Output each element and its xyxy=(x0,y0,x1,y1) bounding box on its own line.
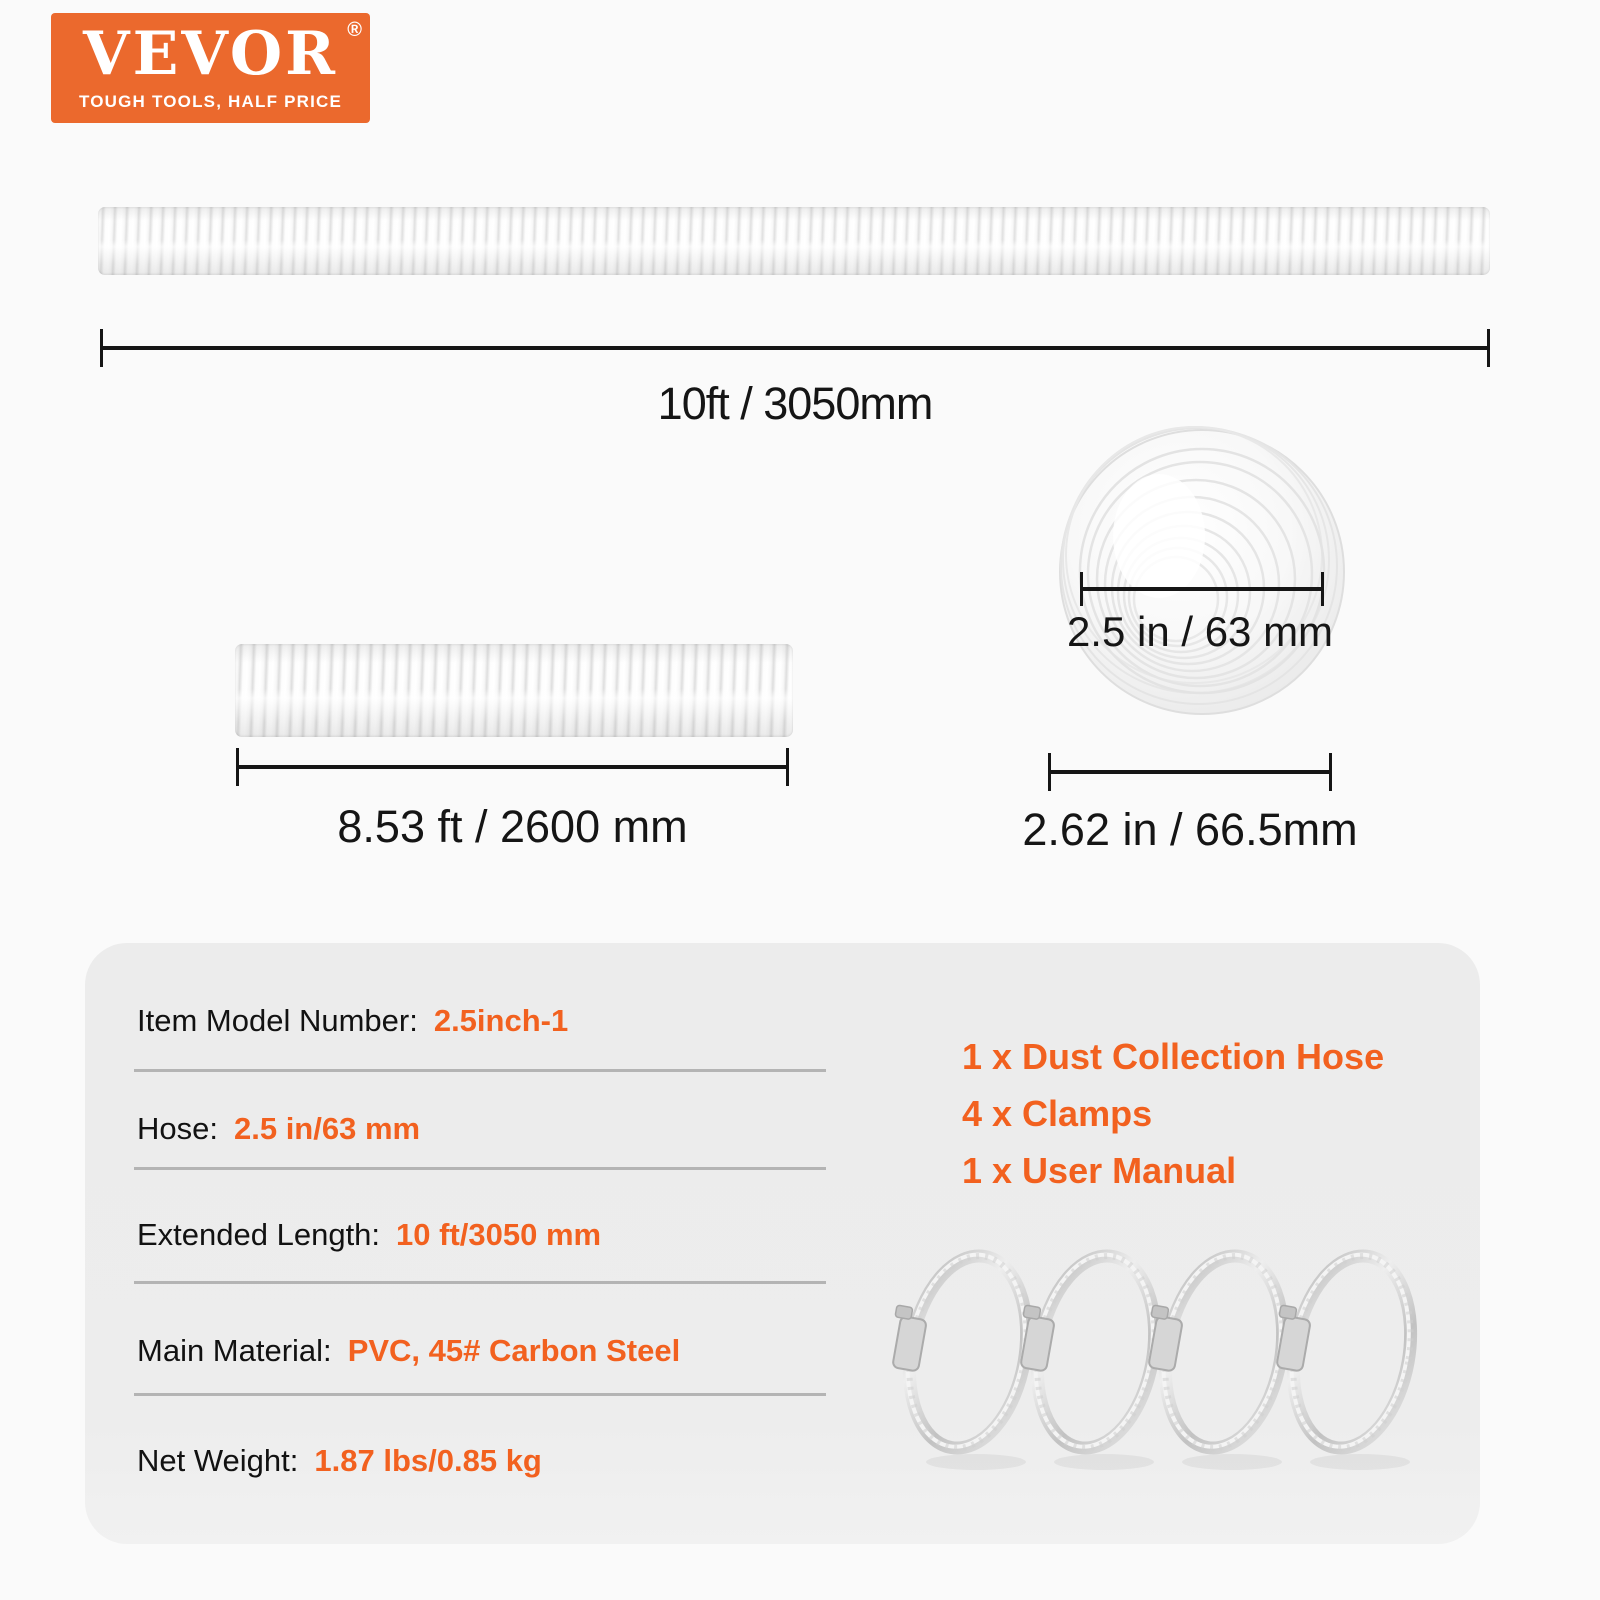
brand-row xyxy=(83,19,362,89)
divider xyxy=(134,1069,826,1072)
vevor-logo xyxy=(51,13,370,123)
divider xyxy=(134,1393,826,1396)
dimension-line-coil-outer xyxy=(1048,770,1332,774)
spec-label: Item Model Number: xyxy=(137,1003,418,1038)
brand-tagline: TOUGH TOOLS, HALF PRICE xyxy=(78,92,343,111)
spec-value: PVC, 45# Carbon Steel xyxy=(347,1333,681,1368)
dimension-label-coil-outer: 2.62 in / 66.5mm xyxy=(1022,804,1358,855)
dimension-label-long-hose: 10ft / 3050mm xyxy=(657,378,933,429)
package-item: 1 x Dust Collection Hose xyxy=(962,1036,1385,1077)
divider xyxy=(134,1167,826,1170)
spec-value: 10 ft/3050 mm xyxy=(396,1217,602,1252)
coiled-hose-image xyxy=(1056,424,1348,720)
spec-row-net-weight xyxy=(137,1443,542,1479)
spec-row-model xyxy=(137,1003,568,1039)
long-hose-image xyxy=(98,207,1490,275)
package-contents-list xyxy=(962,1028,1384,1199)
spec-value: 2.5inch-1 xyxy=(433,1003,569,1038)
dimension-label-coil-inner: 2.5 in / 63 mm xyxy=(1066,608,1334,655)
spec-value: 1.87 lbs/0.85 kg xyxy=(314,1443,542,1478)
divider xyxy=(134,1281,826,1284)
spec-row-hose xyxy=(137,1111,420,1147)
spec-value: 2.5 in/63 mm xyxy=(233,1111,421,1146)
dimension-label-short-hose: 8.53 ft / 2600 mm xyxy=(337,801,688,852)
spec-row-extended-length xyxy=(137,1217,601,1253)
dimension-line-short-hose xyxy=(236,765,789,769)
spec-row-material xyxy=(137,1333,680,1369)
dimension-line-coil-inner xyxy=(1080,587,1324,591)
spec-label: Extended Length: xyxy=(137,1217,381,1252)
spec-label: Hose: xyxy=(137,1111,218,1146)
short-hose-image xyxy=(235,644,793,737)
package-item: 4 x Clamps xyxy=(962,1093,1153,1134)
package-item: 1 x User Manual xyxy=(962,1150,1237,1191)
registered-mark-icon: ® xyxy=(347,19,362,41)
dimension-line-long-hose xyxy=(100,346,1490,350)
brand-name: VEVOR xyxy=(83,19,338,89)
clamps-image xyxy=(890,1240,1430,1476)
spec-label: Main Material: xyxy=(137,1333,332,1368)
spec-label: Net Weight: xyxy=(137,1443,299,1478)
